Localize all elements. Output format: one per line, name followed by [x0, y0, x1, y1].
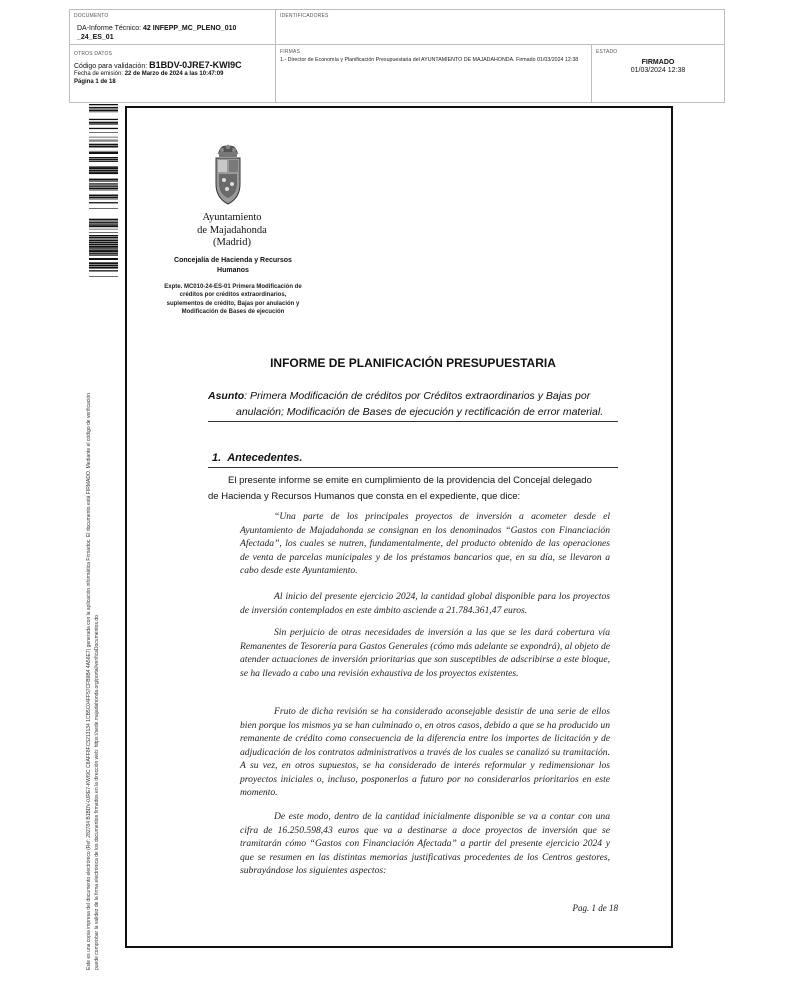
- quote-text-1: “Una parte de los principales proyectos de inversión a acometer desde el Ayuntamiento de Majadahonda se consignan en los denominados “Gastos con Financiación Afectada”, los cuales se nutren, fundamentalmente, del producto obtenido de las operaciones de venta de parcelas municipales y de los préstamos bancarios que, en su día, se llevaron a cabo desde este Ayuntamiento.: [240, 511, 610, 576]
- ayuntamiento-name: [182, 212, 282, 250]
- ayuntamiento-line-1: Ayuntamiento: [202, 212, 262, 223]
- quote-text-2: Al inicio del presente ejercicio 2024, la cantidad global disponible para los proyectos de inversión contemplados en este ámbito asciende a 21.784.361,47 euros.: [240, 591, 610, 616]
- documento-id-line2: _24_ES_01: [77, 34, 114, 41]
- identificadores-cell: [276, 10, 724, 45]
- documento-value: [74, 24, 271, 42]
- ayuntamiento-line-3: (Madrid): [213, 237, 251, 248]
- section-divider: [208, 467, 618, 468]
- otros-datos-cell: [70, 45, 276, 102]
- asunto-label: Asunto: [208, 390, 245, 402]
- firmas-label: FIRMAS: [280, 49, 301, 55]
- quote-paragraph-4: [240, 705, 610, 800]
- verification-line-1: Este es una copia impresa del documento electrónico (Ref: 282784 B1BDV-0JRE7-KWI9C C8AFF8FC5213134 1CB5C04FF57CFB9B4 4A56E7) generada con la aplicación informática Firmadoc. El documento está FIRMADO. Mediante el código de verificación: [86, 393, 92, 970]
- quote-paragraph-5: [240, 810, 610, 878]
- pagina-count: Página 1 de 18: [74, 79, 116, 85]
- ayuntamiento-line-2: de Majadahonda: [197, 224, 267, 236]
- concejalia: Concejalía de Hacienda y Recursos Humanos: [174, 257, 292, 274]
- codigo-validacion: [74, 60, 271, 70]
- fecha-emision: [74, 70, 271, 78]
- firmas-cell: [276, 45, 592, 102]
- section-number: 1.: [212, 452, 222, 464]
- asunto-line-1: : Primera Modificación de créditos por Créditos extraordinarios y Bajas por: [244, 390, 591, 402]
- section-title: Antecedentes.: [227, 452, 303, 464]
- barcode-icon: [89, 104, 118, 278]
- fecha-label: Fecha de emisión:: [74, 71, 124, 77]
- expediente: Expte. MC010-24-ES-01 Primera Modificación de créditos por créditos extraordinarios, suplementos de crédito, Bajas por anulación y Modificación de Bases de ejecución: [164, 284, 302, 316]
- fecha-value: 22 de Marzo de 2024 a las 10:47:09: [124, 71, 224, 77]
- quote-text-5: De este modo, dentro de la cantidad inicialmente disponible se va a contar con una cifra de 16.250.598,43 euros que va a destinarse a doce proyectos de inversión que se tramitarán cómo “Gastos con Financiación Afectada” a partir del presente ejercicio 2024 y que se resumen en las distintas memorias justificativas procedentes de los Centros gestores, subrayándose los siguientes aspectos:: [240, 811, 610, 876]
- documento-type: DA-Informe Técnico:: [77, 25, 142, 32]
- asunto-line-2: anulación; Modificación de Bases de ejecución y rectificación de error material.: [236, 406, 604, 418]
- intro-line-1: El presente informe se emite en cumplimiento de la providencia del Concejal delegado: [228, 475, 592, 486]
- documento-cell: [70, 10, 276, 45]
- estado-cell: [592, 45, 724, 102]
- asunto: [208, 388, 618, 420]
- estado-date: 01/03/2024 12:38: [630, 67, 686, 74]
- estado-value: [596, 59, 720, 75]
- documento-label: DOCUMENTO: [74, 13, 109, 19]
- coat-of-arms-icon: [210, 140, 246, 208]
- section-heading: [212, 452, 302, 464]
- codigo-label: Código para validación:: [74, 63, 148, 70]
- estado-status: FIRMADO: [641, 59, 675, 66]
- verification-line-2: puede comprobar la validez de la firma electrónica de los documentos firmados en la dirección web: https://sede.majadahonda.org/portal/verificaDocumentos.do: [94, 615, 100, 970]
- estado-label: ESTADO: [596, 49, 618, 55]
- quote-text-3: Sin perjuicio de otras necesidades de inversión a las que se les dará cobertura vía Remanentes de Tesorería para Gastos Generales (cómo más adelante se expondrá), al objeto de atender actuaciones de inversión prioritarias que son susceptibles de adscribirse a este bloque, se ha llevado a cabo una revisión exhaustiva de los proyectos existentes.: [240, 627, 610, 679]
- documento-id: 42 INFEPP_MC_PLENO_010: [143, 25, 237, 32]
- firmas-text: 1.- Director de Economía y Planificación Presupuestaria del AYUNTAMIENTO DE MAJADAHONDA. Firmado 01/03/2024 12:38: [280, 57, 579, 63]
- otros-datos-label: OTROS DATOS: [74, 51, 113, 57]
- identificadores-label: IDENTIFICADORES: [280, 13, 329, 19]
- quote-paragraph-2: [240, 590, 610, 617]
- intro-paragraph: [208, 473, 618, 505]
- report-title: INFORME DE PLANIFICACIÓN PRESUPUESTARIA: [270, 356, 556, 370]
- divider: [208, 421, 618, 422]
- quote-text-4: Fruto de dicha revisión se ha considerado aconsejable desistir de una serie de ellos bien porque los mismos ya se han culminado o, en otros casos, debido a que se ha producido un remanente de crédito como consecuencia de la diferencia entre los importes de licitación y de adjudicación de los contratos administrativos a través de los cuales se canalizó su tramitación. A su vez, en otros supuestos, se ha considerado de interés reformular y redimensionar los proyectos iniciales o, incluso, posponerlos a futuro por no considerarlos prioritarios en este momento.: [240, 706, 610, 798]
- verification-sidebar: [85, 280, 103, 970]
- codigo-value[interactable]: B1BDV-0JRE7-KWI9C: [149, 60, 242, 70]
- quote-paragraph-3: [240, 626, 610, 680]
- intro-line-2: de Hacienda y Recursos Humanos que consta en el expediente, que dice:: [208, 491, 521, 502]
- page-number: Pag. 1 de 18: [572, 903, 618, 913]
- signature-header: [69, 9, 725, 103]
- quote-paragraph-1: [240, 510, 610, 578]
